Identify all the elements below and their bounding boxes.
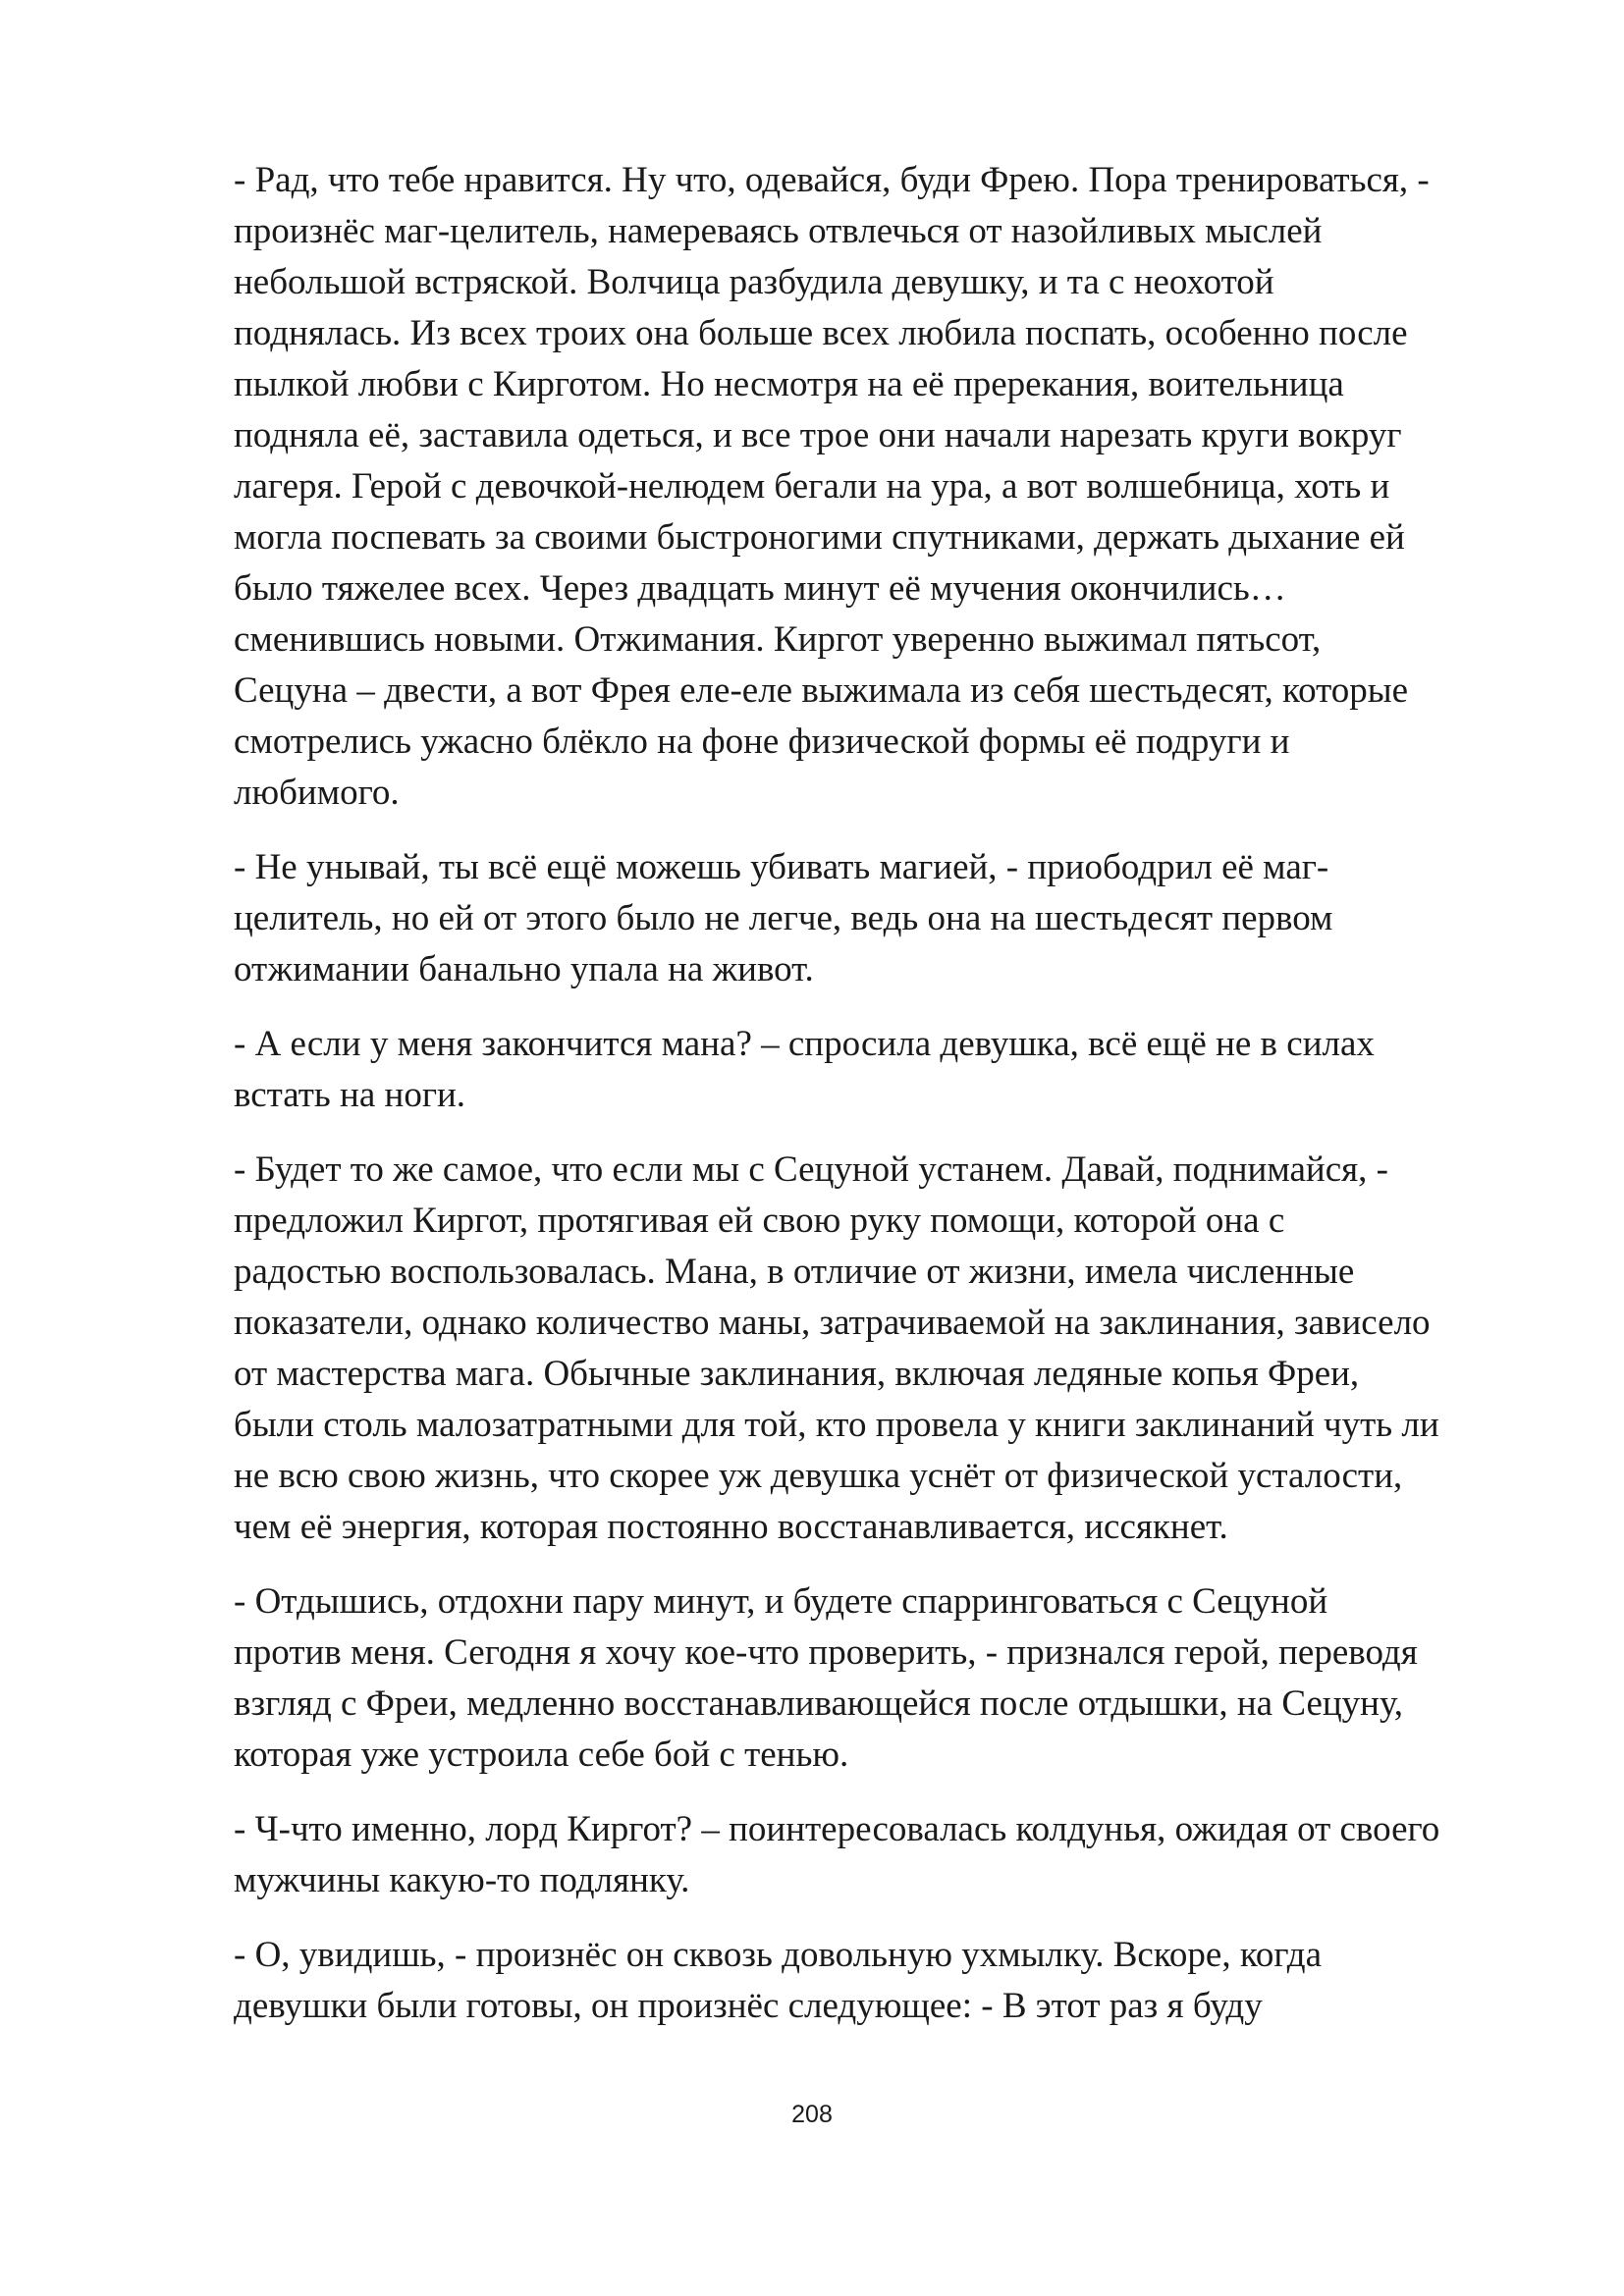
text-line: - Будет то же самое, что если мы с Сецуной устанем. Давай, поднимайся, - <box>234 1149 1388 1190</box>
text-line: сменившись новыми. Отжимания. Киргот уверенно выжимал пятьсот, <box>234 619 1322 660</box>
text-line: поднялась. Из всех троих она больше всех любила поспать, особенно после <box>234 313 1408 353</box>
text-line: смотрелись ужасно блёкло на фоне физической формы её подруги и <box>234 721 1290 762</box>
text-line: было тяжелее всех. Через двадцать минут её мучения окончились… <box>234 568 1286 609</box>
paragraph-3 <box>234 1019 1522 1121</box>
text-line: против меня. Сегодня я хочу кое-что проверить, - признался герой, переводя <box>234 1632 1418 1673</box>
text-line: встать на ноги. <box>234 1075 466 1115</box>
text-line: отжимании банально упала на живот. <box>234 949 814 989</box>
text-line: - О, увидишь, - произнёс он сквозь довольную ухмылку. Вскоре, когда <box>234 1935 1323 1975</box>
text-line: лагеря. Герой с девочкой-нелюдем бегали на ура, а вот волшебница, хоть и <box>234 466 1390 507</box>
paragraph-6 <box>234 1804 1522 1906</box>
paragraph-spacing <box>234 1781 1522 1804</box>
text-line: - Не унывай, ты всё ещё можешь убивать магией, - приободрил её маг- <box>234 847 1329 887</box>
paragraph-spacing <box>234 819 1522 842</box>
paragraph-7 <box>234 1930 1522 2032</box>
text-line: были столь малозатратными для той, кто провела у книги заклинаний чуть ли <box>234 1405 1439 1445</box>
text-line: показатели, однако количество маны, затрачиваемой на заклинания, зависело <box>234 1303 1431 1343</box>
text-line: целитель, но ей от этого было не легче, ведь она на шестьдесят первом <box>234 898 1333 938</box>
paragraph-1 <box>234 155 1522 819</box>
text-line: Сецуна – двести, а вот Фрея еле-еле выжимала из себя шестьдесят, которые <box>234 670 1409 711</box>
text-line: пылкой любви с Кирготом. Но несмотря на её пререкания, воительница <box>234 364 1344 404</box>
text-line: произнёс маг-целитель, намереваясь отвлечься от назойливых мыслей <box>234 211 1323 251</box>
paragraph-4 <box>234 1145 1522 1553</box>
paragraph-spacing <box>234 1906 1522 1930</box>
paragraph-spacing <box>234 995 1522 1019</box>
text-line: предложил Киргот, протягивая ей свою руку помощи, которой она с <box>234 1201 1285 1241</box>
text-line: - Отдышись, отдохни пару минут, и будете спарринговаться с Сецуной <box>234 1581 1328 1622</box>
text-line: от мастерства мага. Обычные заклинания, включая ледяные копья Фреи, <box>234 1354 1360 1394</box>
text-line: не всю свою жизнь, что скорее уж девушка уснёт от физической усталости, <box>234 1456 1403 1496</box>
text-line: - А если у меня закончится мана? – спросила девушка, всё ещё не в силах <box>234 1024 1375 1064</box>
text-line: - Ч-что именно, лорд Киргот? – поинтересовалась колдунья, ожидая от своего <box>234 1809 1440 1849</box>
paragraph-2 <box>234 842 1522 995</box>
text-line: - Рад, что тебе нравится. Ну что, одевайся, буди Фрею. Пора тренироваться, - <box>234 160 1430 200</box>
text-line: взгляд с Фреи, медленно восстанавливающейся после отдышки, на Сецуну, <box>234 1683 1404 1724</box>
text-line: чем её энергия, которая постоянно восстанавливается, иссякнет. <box>234 1507 1228 1547</box>
page-text <box>234 155 1522 2032</box>
text-line: могла поспевать за своими быстроногими спутниками, держать дыхание ей <box>234 517 1405 558</box>
text-line: небольшой встряской. Волчица разбудила девушку, и та с неохотой <box>234 262 1274 302</box>
text-line: подняла её, заставила одеться, и все трое они начали нарезать круги вокруг <box>234 415 1402 455</box>
paragraph-5 <box>234 1576 1522 1781</box>
text-line: любимого. <box>234 773 400 813</box>
paragraph-spacing <box>234 1553 1522 1576</box>
text-line: мужчины какую-то подлянку. <box>234 1860 690 1900</box>
text-line: радостью воспользовалась. Мана, в отличие от жизни, имела численные <box>234 1252 1355 1292</box>
text-line: которая уже устроила себе бой с тенью. <box>234 1735 849 1775</box>
paragraph-spacing <box>234 1121 1522 1145</box>
text-line: девушки были готовы, он произнёс следующее: - В этот раз я буду <box>234 1986 1263 2026</box>
page-number: 208 <box>791 2101 833 2128</box>
